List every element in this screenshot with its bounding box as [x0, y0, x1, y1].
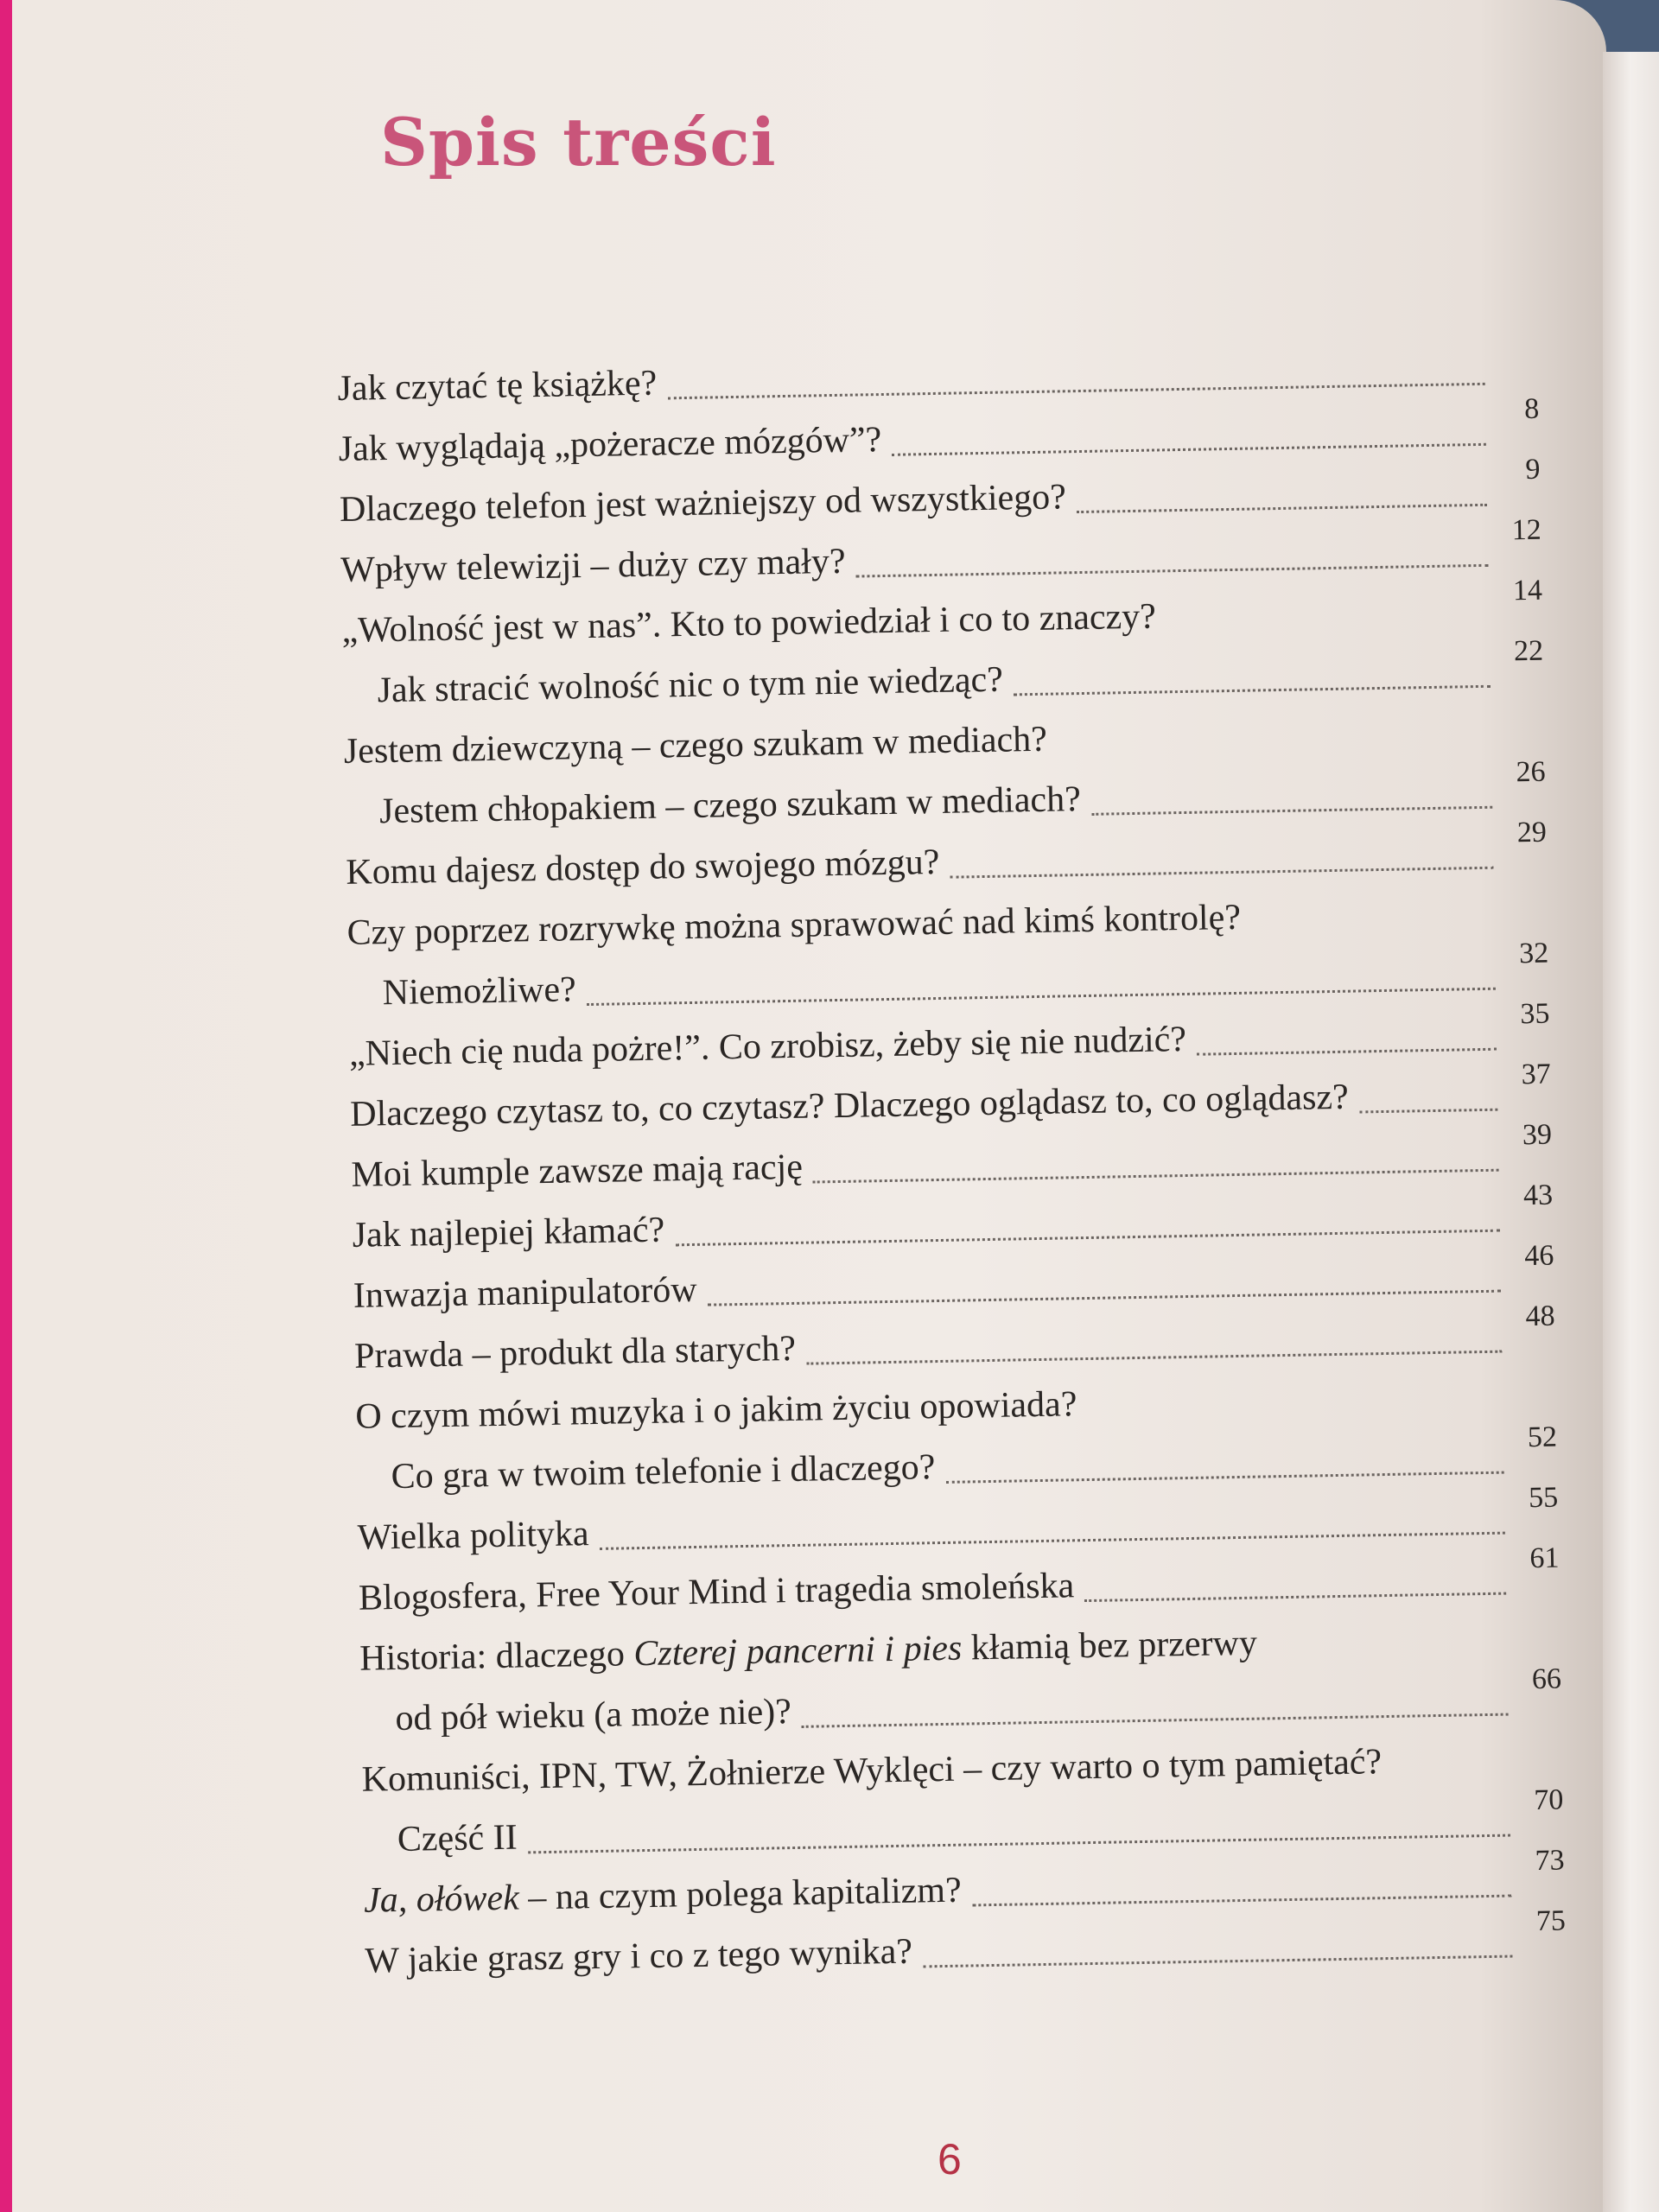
toc-entry-title: Moi kumple zawsze mają rację [351, 1147, 804, 1195]
toc-entry-page: 8 [1523, 392, 1540, 426]
dot-leader [1392, 1777, 1509, 1778]
toc-entry-title: Inwazja manipulatorów [353, 1269, 697, 1316]
toc-entry-page: 46 [1524, 1239, 1554, 1273]
dot-leader [1251, 930, 1494, 934]
toc-entry-page: 22 [1513, 634, 1544, 668]
table-of-contents [337, 338, 1567, 1992]
toc-entry-title: Jak stracić wolność nic o tym nie wiedząc? [377, 659, 1004, 711]
dot-leader [1166, 627, 1489, 633]
toc-entry-title: Jestem dziewczyną – czego szukam w mediach? [343, 719, 1048, 772]
dot-leader [1088, 1414, 1503, 1421]
toc-entry-title: „Niech cię nuda pożre!”. Co zrobisz, żeby się nie nudzić? [348, 1019, 1187, 1074]
toc-entry-page: 39 [1522, 1118, 1553, 1152]
toc-entry-page: 35 [1520, 997, 1550, 1031]
toc-entry-page: 32 [1518, 937, 1549, 970]
dot-leader [600, 1532, 1505, 1550]
toc-entry-title: Jak najlepiej kłamać? [352, 1210, 665, 1255]
toc-entry-page: 66 [1531, 1662, 1562, 1696]
toc-entry-title: Historia: dlaczego Czterej pancerni i pies kłamią bez przerwy [359, 1623, 1258, 1679]
dot-leader [950, 867, 1494, 879]
dot-leader [806, 1351, 1502, 1365]
toc-entry-title: Jak czytać tę książkę? [337, 363, 658, 409]
toc-entry-title: Blogosfera, Free Your Mind i tragedia smoleńska [358, 1566, 1075, 1618]
dot-leader [892, 443, 1485, 456]
toc-entry-title: Jak wyglądają „pożeracze mózgów”? [338, 420, 882, 469]
toc-entry-page: 37 [1521, 1058, 1551, 1091]
toc-entry-title: Czy poprzez rozrywkę można sprawować nad kimś kontrolę? [346, 897, 1242, 953]
toc-entry-page: 61 [1529, 1541, 1560, 1575]
dot-leader [708, 1290, 1501, 1306]
dot-leader [528, 1834, 1510, 1854]
toc-entry-page: 70 [1534, 1783, 1564, 1817]
toc-entry-page: 9 [1525, 453, 1541, 486]
dot-leader [1091, 806, 1492, 816]
dot-leader [1084, 1592, 1506, 1603]
next-page-edge [1603, 52, 1659, 2212]
dot-leader [972, 1895, 1511, 1907]
dot-leader [923, 1955, 1512, 1968]
page-title: Spis treści [380, 104, 777, 181]
dot-leader [675, 1230, 1499, 1247]
dot-leader [856, 564, 1489, 578]
toc-entry-page: 73 [1535, 1844, 1565, 1878]
toc-entry-title: W jakie grasz gry i co z tego wynika? [364, 1931, 913, 1981]
toc-entry-title: Co gra w twoim telefonie i dlaczego? [391, 1447, 936, 1497]
dot-leader [802, 1713, 1509, 1728]
toc-entry-page: 55 [1528, 1481, 1559, 1515]
dot-leader [1058, 748, 1491, 756]
toc-entry-title: Dlaczego telefon jest ważniejszy od wszystkiego? [339, 477, 1067, 530]
dot-leader [1014, 685, 1491, 696]
dot-leader [813, 1169, 1498, 1184]
toc-entry-page: 29 [1516, 816, 1548, 849]
book-edge [0, 0, 12, 2212]
dot-leader [667, 383, 1484, 400]
dot-leader [1268, 1656, 1507, 1660]
toc-entry-page: 75 [1535, 1904, 1567, 1938]
toc-entry-title: od pół wieku (a może nie)? [395, 1692, 792, 1739]
toc-entry-title: Niemożliwe? [382, 969, 577, 1014]
toc-entry-title: Wpływ telewizji – duży czy mały? [340, 541, 846, 590]
dot-leader [587, 988, 1496, 1006]
toc-entry-title: Komu dajesz dostęp do swojego mózgu? [345, 842, 940, 893]
toc-entry-page: 26 [1516, 755, 1546, 789]
dot-leader [1197, 1048, 1497, 1056]
toc-entry-title: „Wolność jest w nas”. Kto to powiedział i co to znaczy? [341, 596, 1157, 651]
toc-entry-page: 52 [1527, 1421, 1558, 1454]
dot-leader [946, 1471, 1504, 1484]
toc-entry-title: Część II [397, 1817, 518, 1860]
toc-entry-page: 12 [1511, 513, 1541, 547]
dot-leader [1359, 1109, 1497, 1114]
toc-entry-title: Dlaczego czytasz to, co czytasz? Dlaczego oglądasz to, co oglądasz? [349, 1077, 1350, 1135]
page-number: 6 [938, 2135, 962, 2183]
toc-entry-title: Prawda – produkt dla starych? [353, 1328, 797, 1376]
toc-entry-title: Komuniści, IPN, TW, Żołnierze Wyklęci – czy warto o tym pamiętać? [361, 1742, 1382, 1800]
toc-entry-title: O czym mówi muzyka i o jakim życiu opowiada? [354, 1384, 1077, 1437]
toc-entry-title: Jestem chłopakiem – czego szukam w mediach? [378, 779, 1082, 832]
toc-entry-title: Wielka polityka [357, 1514, 589, 1558]
toc-entry-title: Ja, ołówek – na czym polega kapitalizm? [363, 1870, 963, 1921]
toc-entry-page: 43 [1522, 1179, 1554, 1212]
toc-entry-page: 14 [1512, 574, 1543, 607]
toc-entry-page: 48 [1525, 1300, 1555, 1333]
dot-leader [1077, 504, 1487, 513]
